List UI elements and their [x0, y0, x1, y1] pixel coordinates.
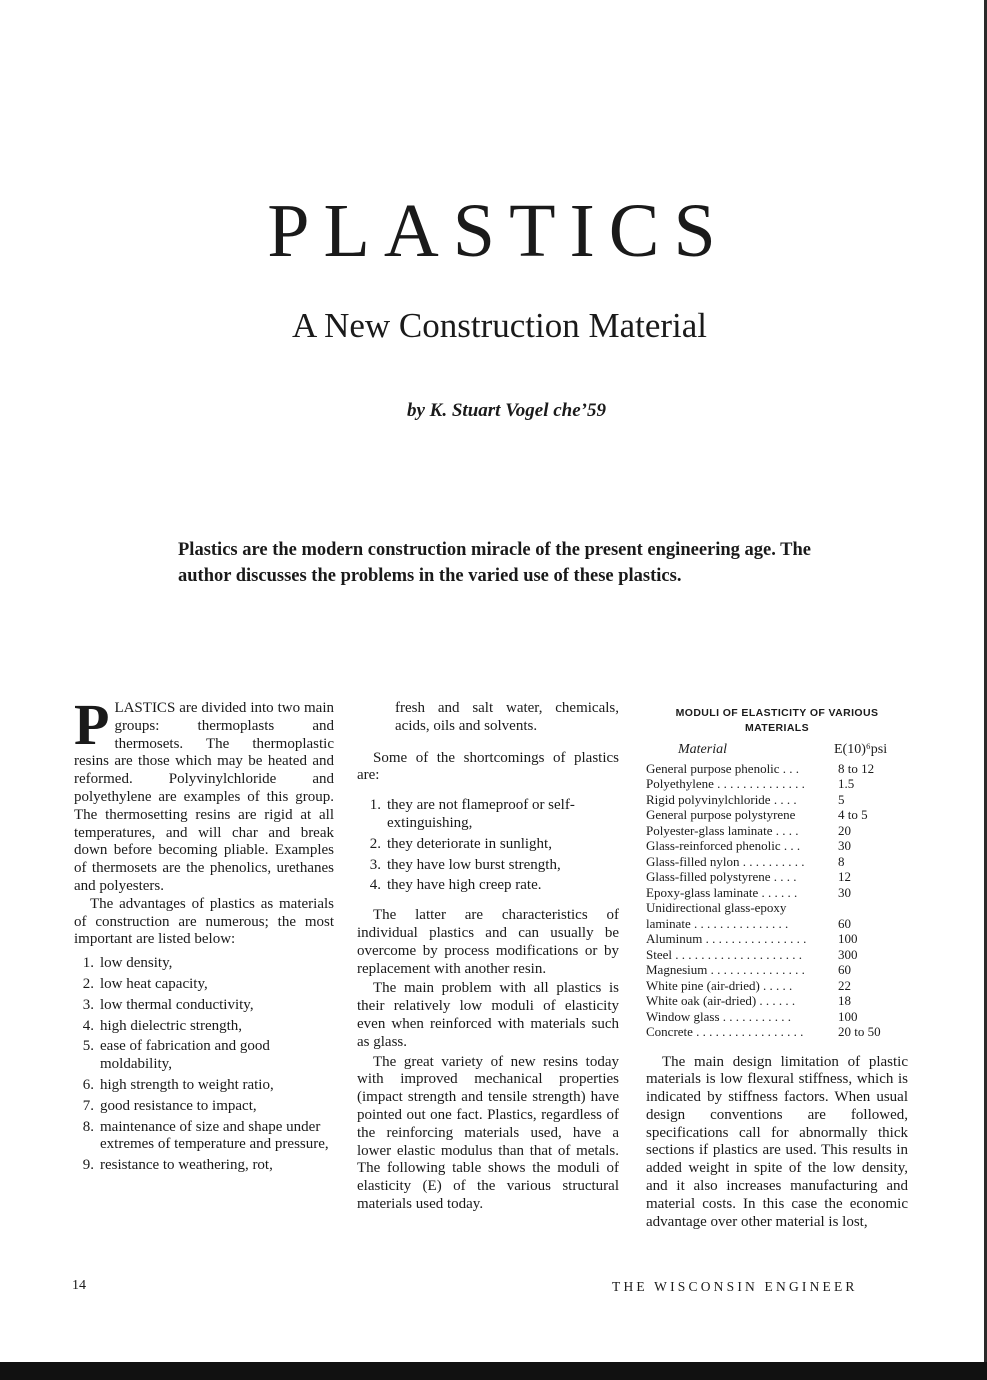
table-row [646, 900, 908, 931]
list-text: good resistance to impact, [100, 1097, 257, 1114]
material-cell: Glass-reinforced phenolic . . . [646, 838, 801, 853]
value-cell: 20 [838, 822, 851, 838]
value-cell: 100 [838, 1008, 858, 1024]
list-item [74, 1157, 334, 1175]
table-row [646, 1024, 908, 1040]
material-cell: Unidirectional glass-epoxy laminate . . . . . . . . . . . . . . . [646, 900, 789, 931]
list-number: 7. [82, 1097, 94, 1114]
table-row [646, 962, 908, 978]
list-text: they have low burst strength, [387, 856, 561, 873]
material-cell: Polyethylene . . . . . . . . . . . . . . [646, 776, 805, 791]
list-text: resistance to weathering, rot, [100, 1157, 273, 1174]
value-cell: 18 [838, 993, 851, 1008]
table-row [646, 761, 908, 777]
advantages-list [74, 955, 334, 1175]
list-text: high strength to weight ratio, [100, 1076, 274, 1093]
value-cell: 60 [838, 915, 851, 931]
drop-cap: P [74, 692, 110, 757]
material-cell: Rigid polyvinylchloride . . . . [646, 791, 797, 807]
list-item [74, 976, 334, 994]
list-number: 4. [82, 1017, 94, 1034]
value-cell: 8 [838, 853, 845, 869]
paragraph: The latter are characteristics of individual plastics and can usually be overcome by process modifications or by replacement with another resin. [357, 907, 619, 977]
list-item [74, 1038, 334, 1074]
table-row [646, 885, 908, 901]
page-number: 14 [72, 1278, 86, 1293]
material-cell: General purpose phenolic . . . [646, 760, 800, 776]
list-item [74, 1098, 334, 1116]
list-number: 9. [82, 1157, 94, 1174]
list-item [357, 857, 619, 875]
design-limitation-paragraph: The main design limitation of plastic materials is low flexural stiffness, which is indicated by stiffness factors. When usual design conventions are followed, specifications call for abnormally thick sections if plastics are used. This results in added weight in spite of the low density, and it also increases manufacturing and material costs. In this case the economic advantage over other material is lost, [646, 1053, 908, 1230]
paragraph: The main problem with all plastics is their relatively low moduli of elasticity even when reinforced with materials such as glass. [357, 980, 619, 1050]
running-head: THE WISCONSIN ENGINEER [612, 1279, 858, 1294]
list-number: 8. [82, 1118, 94, 1135]
list-text: they are not flameproof or self-extinguishing, [387, 797, 575, 831]
list-number: 1. [82, 955, 94, 972]
list-text: low thermal conductivity, [100, 996, 254, 1013]
list-text: maintenance of size and shape under extremes of temperature and pressure, [100, 1118, 329, 1153]
column-header-material: Material [678, 742, 727, 757]
value-cell: 30 [838, 838, 851, 853]
shortcomings-list [357, 797, 619, 895]
material-cell: Epoxy-glass laminate . . . . . . [646, 884, 798, 900]
column-3 [646, 700, 908, 1231]
material-cell: Glass-filled polystyrene . . . . [646, 869, 797, 884]
list-number: 1. [369, 797, 381, 814]
material-cell: Aluminum . . . . . . . . . . . . . . . . [646, 931, 807, 946]
value-cell: 1.5 [838, 776, 855, 791]
table-row [646, 869, 908, 885]
table-row [646, 978, 908, 994]
column-2 [357, 700, 619, 1214]
table-title: MODULI OF ELASTICITY OF VARIOUS MATERIALS [675, 707, 879, 734]
value-cell: 12 [838, 869, 851, 884]
column-1 [74, 692, 334, 1178]
list-number: 4. [369, 877, 381, 894]
table-row [646, 993, 908, 1009]
value-cell: 100 [838, 931, 858, 946]
material-cell: General purpose polystyrene [646, 807, 796, 822]
value-cell: 8 to 12 [838, 760, 875, 776]
table-row [646, 854, 908, 870]
table-row [646, 1009, 908, 1025]
value-cell: 22 [838, 977, 851, 993]
list-number: 3. [369, 856, 381, 873]
value-cell: 300 [838, 946, 858, 962]
table-row [646, 823, 908, 839]
material-cell: Window glass . . . . . . . . . . . [646, 1008, 791, 1024]
value-cell: 5 [838, 791, 845, 807]
list-item [357, 797, 619, 833]
list-text: they deteriorate in sunlight, [387, 835, 552, 852]
list-text: low density, [100, 955, 173, 972]
paragraph: The great variety of new resins today with improved mechanical properties (impact strength and tensile strength) have pointed out one fact. Plastics, regardless of the reinforcing materials used, have a lower elastic modulus than that of metals. The following table shows the moduli of elasticity (E) of the various structural materials used today. [357, 1053, 619, 1212]
table-row [646, 838, 908, 854]
list-text: high dielectric strength, [100, 1017, 243, 1034]
article-subtitle: A New Construction Material [291, 306, 708, 345]
list-number: 2. [82, 975, 94, 992]
value-cell: 60 [838, 962, 851, 977]
table-row [646, 792, 908, 808]
shortcomings-intro: Some of the shortcomings of plastics are: [357, 749, 619, 784]
continuation-text: fresh and salt water, chemicals, acids, oils and solvents. [395, 700, 619, 734]
value-cell: 30 [838, 884, 851, 900]
value-cell: 20 to 50 [838, 1024, 881, 1039]
value-cell: 4 to 5 [838, 807, 868, 822]
advantages-intro: The advantages of plastics as materials of construction are numerous; the most important are listed below: [74, 895, 334, 948]
material-cell: White oak (air-dried) . . . . . . [646, 993, 796, 1008]
intro-paragraph [74, 692, 334, 896]
table-row [646, 931, 908, 947]
table-header-row [646, 742, 908, 761]
material-cell: Glass-filled nylon . . . . . . . . . . [646, 853, 805, 869]
article-title: PLASTICS [267, 189, 730, 273]
material-cell: Steel . . . . . . . . . . . . . . . . . . . . [646, 946, 802, 962]
intro-paragraph-text: LASTICS are divided into two main groups: thermoplasts and thermosets. The thermoplastic resins are those which may be heated and reformed. Polyvinylchloride and polyethylene are examples of this group. The thermosetting resins are rigid at all temperatures, and will char and break down before becoming pliable. Examples of thermosets are the phenolics, urethanes and polyesters. [74, 700, 334, 894]
list-number: 2. [369, 835, 381, 852]
list-text: low heat capacity, [100, 975, 208, 992]
material-cell: Magnesium . . . . . . . . . . . . . . . [646, 962, 805, 977]
column-header-value: E(10)⁶psi [834, 742, 888, 757]
scan-bottom-band [0, 1362, 987, 1380]
material-cell: White pine (air-dried) . . . . . [646, 977, 793, 993]
list-text: they have high creep rate. [387, 877, 542, 894]
list-item [74, 1018, 334, 1036]
list-item [74, 1077, 334, 1095]
list-number: 5. [82, 1038, 94, 1055]
material-cell: Polyester-glass laminate . . . . [646, 822, 799, 838]
list-item [74, 997, 334, 1015]
list-number: 3. [82, 996, 94, 1013]
list-item [74, 1119, 334, 1155]
table-row [646, 807, 908, 823]
material-cell: Concrete . . . . . . . . . . . . . . . . . [646, 1024, 804, 1039]
list-item [357, 836, 619, 854]
table-row [646, 947, 908, 963]
list-item [357, 877, 619, 895]
table-row [646, 776, 908, 792]
list-text: ease of fabrication and good moldability, [100, 1038, 270, 1073]
list-number: 6. [82, 1076, 94, 1093]
article-abstract: Plastics are the modern construction miracle of the present engineering age. The author discusses the problems in the varied use of these plastics. [178, 540, 812, 586]
list-item [74, 955, 334, 973]
author-byline: by K. Stuart Vogel che’59 [407, 400, 606, 421]
moduli-table [646, 742, 908, 1040]
